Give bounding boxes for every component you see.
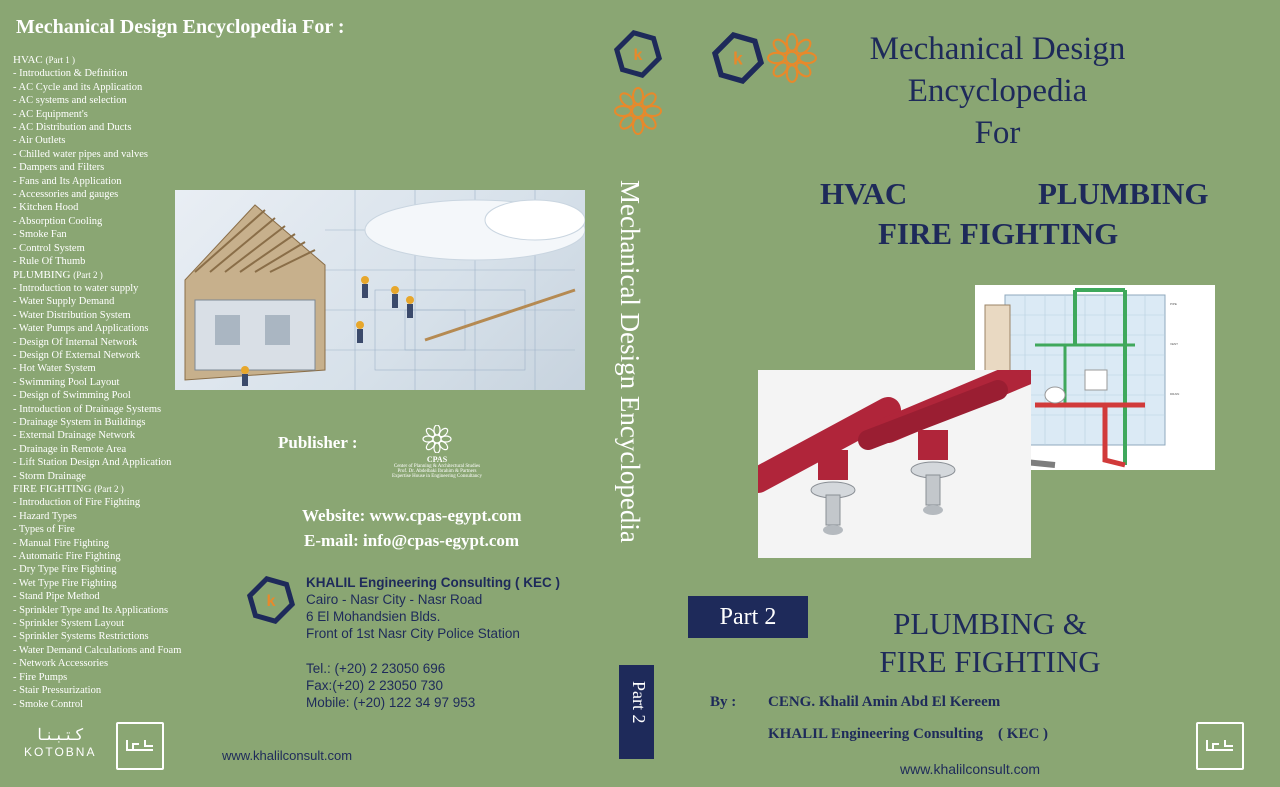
toc-item: - Dry Type Fire Fighting [13,564,117,576]
toc-item: - Storm Drainage [13,470,86,482]
spine-kec-logo-icon [614,30,662,83]
toc-item: - Introduction & Definition [13,68,128,80]
toc-item: - Smoke Fan [13,229,67,241]
toc-section-part: (Part 1 ) [45,55,76,65]
toc-item: - Water Pumps and Applications [13,323,149,335]
by-label: By : [710,694,737,710]
toc-item: - Rule Of Thumb [13,256,86,268]
spine-title-text: Mechanical Design Encyclopedia [615,180,645,543]
toc-section-title: FIRE FIGHTING [13,483,92,495]
toc-item: - Stand Pipe Method [13,591,100,603]
toc-item: - Hot Water System [13,363,96,375]
spine-title [605,180,645,640]
kec-contact-block [306,660,475,711]
toc-item: - Wet Type Fire Fighting [13,577,117,589]
toc-item: - Water Distribution System [13,309,131,321]
toc-item: - Drainage in Remote Area [13,443,127,455]
toc-item: - Introduction of Fire Fighting [13,497,141,509]
toc-item: - Fans and Its Application [13,175,122,187]
front-kec-logo-icon [712,32,764,89]
toc-item: - Accessories and gauges [13,189,119,201]
front-website: www.khalilconsult.com [900,761,1041,777]
toc-item: - AC Cycle and its Application [13,81,143,93]
kotobna-box-icon [116,722,164,770]
construction-blueprint-image [175,190,585,390]
kec-address-line: 6 El Mohandsien Blds. [306,609,441,624]
toc-item: - Kitchen Hood [13,202,79,214]
toc-item: - Absorption Cooling [13,215,103,227]
kotobna-english: KOTOBNA [24,745,97,759]
topic-hvac: HVAC [820,176,908,211]
cpas-logo [382,425,492,479]
svg-text:DRAIN: DRAIN [1170,392,1180,396]
toc-item: - Stair Pressurization [13,685,102,697]
toc-section-heading [13,54,213,67]
kec-address-line: Front of 1st Nasr City Police Station [306,626,520,641]
toc-item: - Types of Fire [13,524,75,536]
svg-text:k: k [733,48,743,69]
svg-text:PIPE: PIPE [1170,302,1177,306]
sprinkler-image [758,370,1031,558]
toc-item: - Sprinkler Type and Its Applications [13,604,169,616]
kotobna-arabic: كـتـبـنـا [37,727,84,744]
toc-item: - Introduction of Drainage Systems [13,403,162,415]
toc-section-part: (Part 2 ) [94,484,124,494]
toc-item: - Lift Station Design And Application [13,457,172,469]
front-kotobna-box-icon [1196,722,1244,770]
toc-section-heading [13,483,213,496]
svg-text:k: k [633,47,643,64]
front-company-name: KHALIL Engineering Consulting ( KEC ) [768,726,1049,742]
back-website: www.khalilconsult.com [222,748,353,763]
front-subject-line: PLUMBING & [893,606,1087,641]
author-name: CENG. Khalil Amin Abd El Kereem [768,694,1001,710]
spine-part-badge [619,665,654,759]
toc-item: - Swimming Pool Layout [13,376,120,388]
cpas-line3: Expertise House in Engineering Consultancy [392,474,482,479]
toc-item: - Chilled water pipes and valves [13,148,149,160]
cpas-email: E-mail: info@cpas-egypt.com [304,531,520,550]
kec-tel: Tel.: (+20) 2 23050 696 [306,661,446,676]
toc-item: - Automatic Fire Fighting [13,551,121,563]
toc-section-part: (Part 2 ) [73,269,103,280]
flower-icon [420,425,454,453]
front-subject [860,605,1120,681]
kec-address-block [306,574,560,642]
front-title-line: Mechanical Design [869,31,1126,67]
toc-item: - AC Equipment's [13,108,88,120]
kec-fax: Fax:(+20) 2 23050 730 [306,678,443,693]
toc-item: - Water Supply Demand [13,296,115,308]
toc-item: - Introduction to water supply [13,282,139,294]
toc-item: - AC Distribution and Ducts [13,122,132,134]
kec-address-line: Cairo - Nasr City - Nasr Road [306,592,483,607]
toc-item: - Fire Pumps [13,671,68,683]
toc-section-title: HVAC [13,54,43,66]
cpas-line1: Center of Planning & Architectural Studies [393,464,481,469]
kec-mobile: Mobile: (+20) 122 34 97 953 [306,695,476,710]
toc-item: - Network Accessories [13,658,109,670]
front-cover-title [820,28,1175,154]
spine-cpas-flower-icon [614,86,662,141]
kec-name: KHALIL Engineering Consulting ( KEC ) [306,575,560,590]
front-title-line: For [974,115,1021,151]
toc-item: - Sprinkler System Layout [13,618,125,630]
toc-item: - Water Demand Calculations and Foam [13,644,182,656]
toc-item: - AC systems and selection [13,95,127,107]
part-badge: Part 2 [688,596,808,638]
toc-item: - Hazard Types [13,510,77,522]
toc-item: - Design Of External Network [13,349,141,361]
toc-item: - External Drainage Network [13,430,136,442]
topic-plumbing: PLUMBING [1038,176,1209,211]
publisher-label: Publisher : [278,433,358,452]
svg-text:VENT: VENT [1170,342,1179,346]
toc-item: - Design Of Internal Network [13,336,138,348]
cpas-name: CPAS [426,455,448,464]
toc-item: - Drainage System in Buildings [13,416,146,428]
toc-item: - Smoke Control [13,698,83,710]
toc-item: - Air Outlets [13,135,66,147]
toc-section-title: PLUMBING [13,268,71,281]
front-cpas-flower-icon [766,32,818,89]
cpas-website: Website: www.cpas-egypt.com [302,506,522,525]
toc-item: - Design of Swimming Pool [13,390,131,402]
cpas-line2: Prof. Dr. Abdelbaki Ibrahim & Partners [397,469,477,474]
toc-item: - Manual Fire Fighting [13,537,109,549]
front-subject-line: FIRE FIGHTING [879,644,1101,679]
toc-item: - Dampers and Filters [13,162,105,174]
toc-item: - Control System [13,242,85,254]
kotobna-logo [24,725,96,759]
kec-logo-icon [247,576,295,629]
back-cover-title: Mechanical Design Encyclopedia For : [16,16,345,38]
svg-text:k: k [266,593,276,610]
toc-item: - Sprinkler Systems Restrictions [13,631,149,643]
topic-fire-fighting: FIRE FIGHTING [878,216,1119,251]
front-title-line: Encyclopedia [907,73,1088,109]
spine-part-text: Part 2 [629,681,649,724]
